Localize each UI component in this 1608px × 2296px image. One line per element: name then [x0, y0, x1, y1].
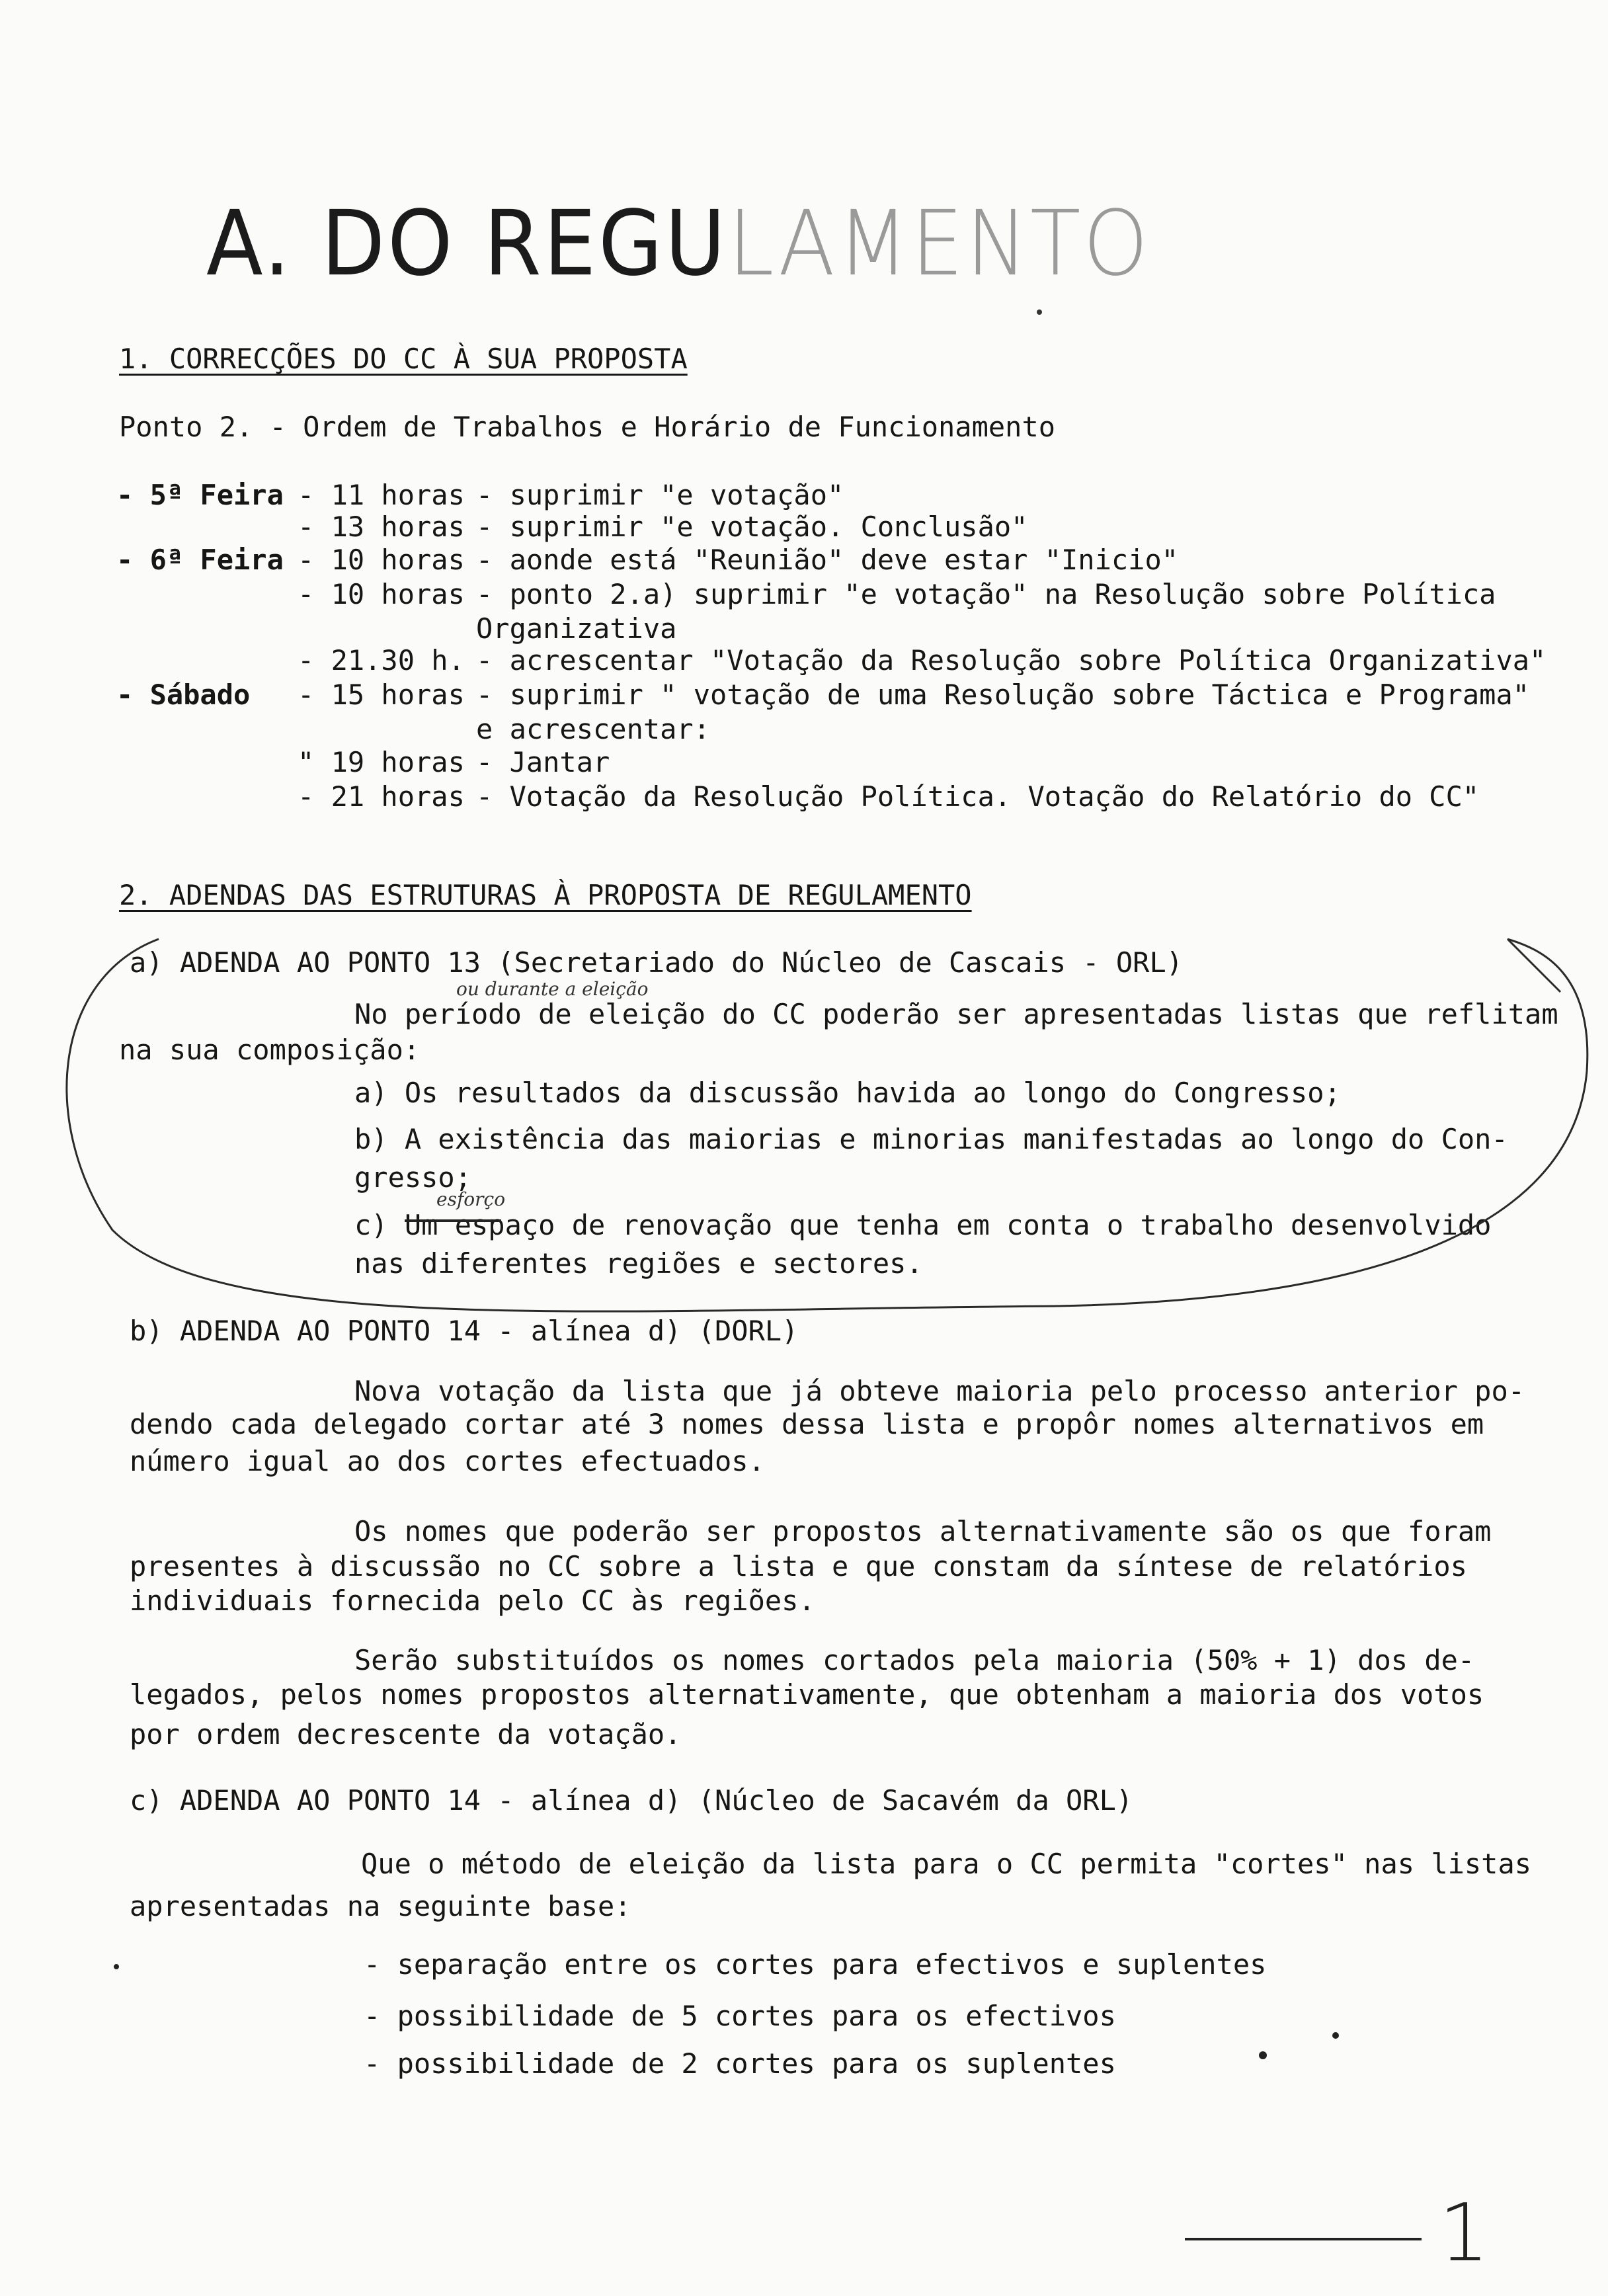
schedule-text: - suprimir "e votação"	[476, 479, 844, 511]
addendum-a-para-line1: No período de eleição do CC poderão ser apresentadas listas que reflitam	[354, 998, 1558, 1030]
addendum-c-title: c) ADENDA AO PONTO 14 - alínea d) (Núcleo de Sacavém da ORL)	[130, 1784, 1133, 1817]
title-faint: LAMENTO	[727, 192, 1151, 296]
handdrawn-ellipse-tail	[1508, 939, 1560, 992]
addendum-b-para: individuais fornecida pelo CC às regiões.	[130, 1584, 815, 1617]
handwritten-correction: esforço	[436, 1188, 506, 1210]
section2-heading: 2. ADENDAS DAS ESTRUTURAS À PROPOSTA DE REGULAMENTO	[119, 879, 972, 911]
speck-mark	[1037, 309, 1042, 315]
speck-mark	[1332, 2032, 1339, 2039]
addendum-b-title: b) ADENDA AO PONTO 14 - alínea d) (DORL)	[130, 1315, 799, 1347]
addendum-c-bullet: - separação entre os cortes para efectivos e suplentes	[364, 1948, 1267, 1981]
addendum-c-para-line1: Que o método de eleição da lista para o CC permita "cortes" nas listas	[361, 1848, 1532, 1880]
schedule-text: e acrescentar:	[476, 713, 711, 745]
addendum-b-para: Serão substituídos os nomes cortados pela maioria (50% + 1) dos de-	[354, 1644, 1475, 1676]
addendum-a-item: nas diferentes regiões e sectores.	[354, 1247, 923, 1280]
schedule-time: - 10 horas	[298, 578, 465, 610]
addendum-b-para: por ordem decrescente da votação.	[130, 1718, 682, 1750]
section1-heading: 1. CORRECÇÕES DO CC À SUA PROPOSTA	[119, 343, 688, 375]
title-main: A. DO REGU	[206, 192, 728, 296]
addendum-a-para-line2: na sua composição:	[119, 1034, 421, 1066]
handwritten-note: ou durante a eleição	[456, 978, 649, 1000]
schedule-time: - 15 horas	[298, 678, 465, 711]
addendum-b-para: número igual ao dos cortes efectuados.	[130, 1445, 765, 1477]
schedule-text: - aonde está "Reunião" deve estar "Inicio"	[476, 544, 1179, 576]
schedule-time: - 21.30 h.	[298, 644, 465, 676]
schedule-text: - suprimir " votação de uma Resolução sobre Táctica e Programa"	[476, 678, 1530, 711]
schedule-day: - 6ª Feira	[116, 544, 284, 576]
schedule-text: - acrescentar "Votação da Resolução sobre Política Organizativa"	[476, 644, 1547, 676]
schedule-time: - 21 horas	[298, 780, 465, 813]
addendum-c-para-line2: apresentadas na seguinte base:	[130, 1890, 631, 1922]
addendum-b-para: dendo cada delegado cortar até 3 nomes dessa lista e propôr nomes alternativos em	[130, 1408, 1484, 1440]
addendum-b-para: presentes à discussão no CC sobre a lista e que constam da síntese de relatórios	[130, 1550, 1467, 1582]
schedule-day: - 5ª Feira	[116, 479, 284, 511]
addendum-c-bullet: - possibilidade de 5 cortes para os efectivos	[364, 2000, 1116, 2032]
addendum-c-bullet: - possibilidade de 2 cortes para os suplentes	[364, 2047, 1116, 2080]
addendum-b-para: legados, pelos nomes propostos alternativamente, que obtenham a maioria dos votos	[130, 1678, 1484, 1711]
section1-subheading: Ponto 2. - Ordem de Trabalhos e Horário de Funcionamento	[119, 411, 1056, 443]
addendum-a-item: gresso;	[354, 1161, 472, 1194]
schedule-text: - suprimir "e votação. Conclusão"	[476, 511, 1028, 543]
schedule-text: - Jantar	[476, 746, 610, 778]
schedule-time: " 19 horas	[298, 746, 465, 778]
schedule-text: - ponto 2.a) suprimir "e votação" na Resolução sobre Política	[476, 578, 1496, 610]
speck-mark	[1259, 2051, 1267, 2059]
schedule-text: Organizativa	[476, 612, 677, 645]
addendum-b-para: Os nomes que poderão ser propostos alternativamente são os que foram	[354, 1515, 1492, 1547]
schedule-text: - Votação da Resolução Política. Votação do Relatório do CC"	[476, 780, 1480, 813]
schedule-time: - 13 horas	[298, 511, 465, 543]
addendum-a-item: a) Os resultados da discussão havida ao longo do Congresso;	[354, 1077, 1341, 1109]
page-number: 1	[1439, 2188, 1490, 2279]
schedule-time: - 10 horas	[298, 544, 465, 576]
addendum-b-para: Nova votação da lista que já obteve maioria pelo processo anterior po-	[354, 1375, 1525, 1407]
addendum-a-title: a) ADENDA AO PONTO 13 (Secretariado do Núcleo de Cascais - ORL)	[130, 946, 1184, 979]
speck-mark	[114, 1964, 119, 1969]
addendum-a-item: b) A existência das maiorias e minorias manifestadas ao longo do Con-	[354, 1123, 1508, 1155]
addendum-a-item: c) Um espaço de renovação que tenha em conta o trabalho desenvolvido	[354, 1209, 1492, 1241]
schedule-day: - Sábado	[116, 678, 251, 711]
schedule-time: - 11 horas	[298, 479, 465, 511]
handdrawn-ellipse	[67, 939, 1588, 1311]
